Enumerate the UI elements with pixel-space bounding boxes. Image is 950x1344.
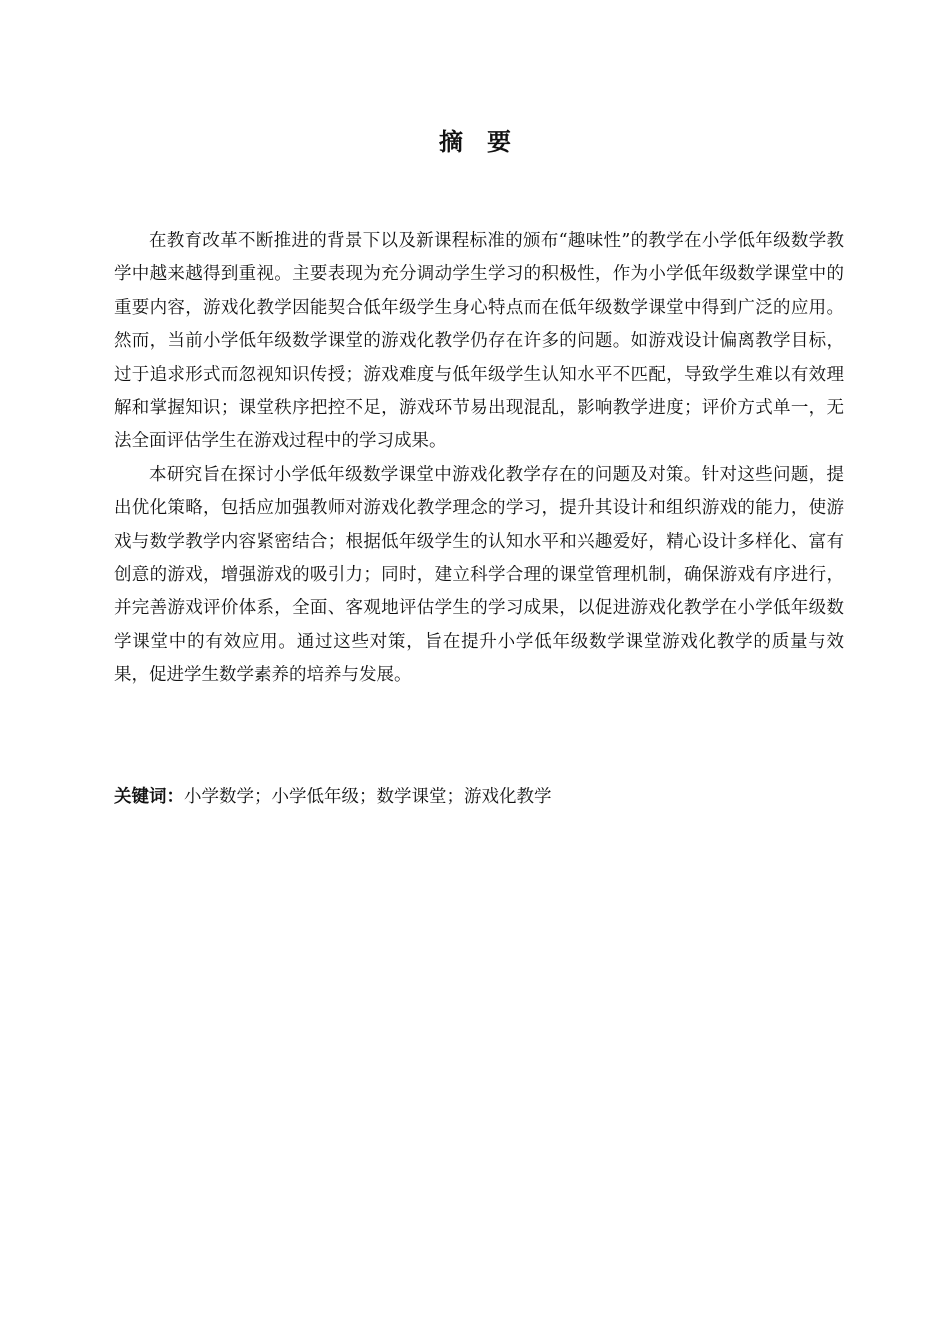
abstract-title [0,122,950,157]
keywords-label: 关键词： [114,787,184,807]
abstract-paragraph-2: 本研究旨在探讨小学低年级数学课堂中游戏化教学存在的问题及对策。针对这些问题，提出优化策略，包括应加强教师对游戏化教学理念的学习，提升其设计和组织游戏的能力，使游戏与数学教学内容紧密结合；根据低年级学生的认知水平和兴趣爱好，精心设计多样化、富有创意的游戏，增强游戏的吸引力；同时，建立科学合理的课堂管理机制，确保游戏有序进行，并完善游戏评价体系，全面、客观地评估学生的学习成果，以促进游戏化教学在小学低年级数学课堂中的有效应用。通过这些对策，旨在提升小学低年级数学课堂游戏化教学的质量与效果，促进学生数学素养的培养与发展。 [114,464,844,686]
keywords-line [114,784,844,810]
abstract-paragraph-1: 在教育改革不断推进的背景下以及新课程标准的颁布“趣味性”的教学在小学低年级数学教学中越来越得到重视。主要表现为充分调动学生学习的积极性，作为小学低年级数学课堂中的重要内容，游戏化教学因能契合低年级学生身心特点而在低年级数学课堂中得到广泛的应用。然而，当前小学低年级数学课堂的游戏化教学仍存在许多的问题。如游戏设计偏离教学目标，过于追求形式而忽视知识传授；游戏难度与低年级学生认知水平不匹配，导致学生难以有效理解和掌握知识；课堂秩序把控不足，游戏环节易出现混乱，影响教学进度；评价方式单一，无法全面评估学生在游戏过程中的学习成果。 [114,231,844,452]
abstract-body [114,225,844,693]
abstract-title-char-1: 摘 [439,128,463,156]
abstract-title-char-2: 要 [487,128,511,156]
keywords-value: 小学数学；小学低年级；数学课堂；游戏化教学 [184,787,552,807]
